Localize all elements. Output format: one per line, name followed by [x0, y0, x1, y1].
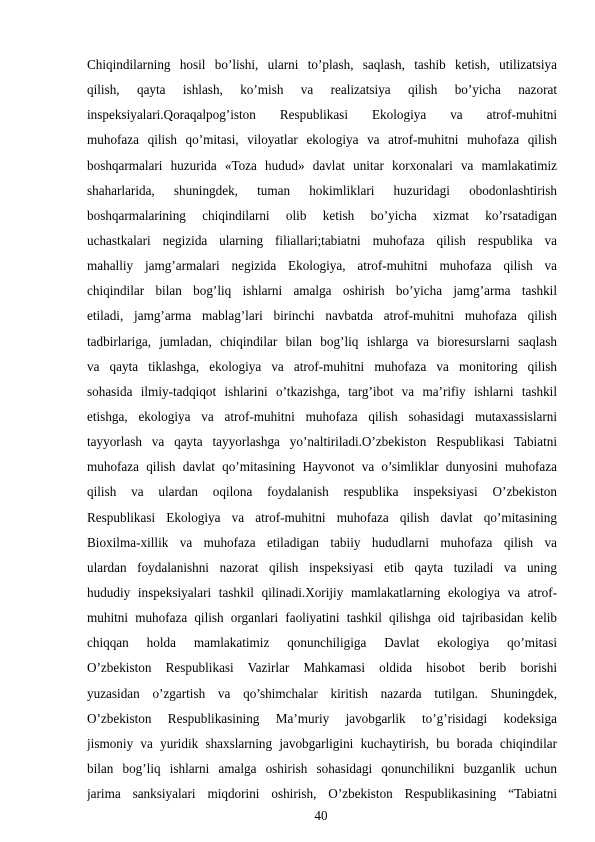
text-line: O’zbekiston Respublikasi Vazirlar Mahkamasi oldida hisobot berib borishi	[87, 660, 557, 676]
text-line: qilish, qayta ishlash, ko’mish va realizatsiya qilish bo’yicha nazorat	[87, 82, 557, 98]
text-line: jismoniy va yuridik shaxslarning javobgarligini kuchaytirish, bu borada chiqindilar	[87, 735, 557, 751]
text-line: sohasida ilmiy-tadqiqot ishlarini o’tkazishga, targ’ibot va ma’rifiy ishlarni tashkil	[87, 383, 557, 399]
text-line: boshqarmalarining chiqindilarni olib ketish bo’yicha xizmat ko’rsatadigan	[87, 207, 557, 223]
page-number: 40	[314, 808, 328, 823]
text-line: hududiy inspeksiyalari tashkil qilinadi.Xorijiy mamlakatlarning ekologiya va atrof-	[87, 584, 557, 600]
text-line: chiqindilar bilan bog’liq ishlarni amalga oshirish bo’yicha jamg’arma tashkil	[87, 283, 557, 299]
text-line: yuzasidan o’zgartish va qo’shimchalar kiritish nazarda tutilgan. Shuningdek,	[87, 685, 557, 701]
text-line: Chiqindilarning hosil bo’lishi, ularni to’plash, saqlash, tashib ketish, utilizatsiya	[87, 57, 557, 72]
text-line: muhofaza qilish qo’mitasi, viloyatlar ekologiya va atrof-muhitni muhofaza qilish	[87, 132, 557, 148]
text-line: O’zbekiston Respublikasining Ma’muriy javobgarlik to’g’risidagi kodeksiga	[87, 710, 557, 726]
text-line: shaharlarida, shuningdek, tuman hokimliklari huzuridagi obodonlashtirish	[87, 182, 557, 198]
text-line: uchastkalari negizida ularning filiallari;tabiatni muhofaza qilish respublika va	[87, 232, 557, 248]
text-line: inspeksiyalari.Qoraqalpog’iston Respublikasi Ekologiya va atrof-muhitni	[87, 107, 557, 123]
text-line: jarima sanksiyalari miqdorini oshirish, O’zbekiston Respublikasining “Tabiatni	[87, 786, 557, 802]
text-line: bilan bog’liq ishlarni amalga oshirish sohasidagi qonunchilikni buzganlik uchun	[87, 760, 557, 776]
text-line: ulardan foydalanishni nazorat qilish inspeksiyasi etib qayta tuziladi va uning	[87, 559, 557, 575]
text-line: va qayta tiklashga, ekologiya va atrof-muhitni muhofaza va monitoring qilish	[87, 358, 557, 374]
text-line: Respublikasi Ekologiya va atrof-muhitni muhofaza qilish davlat qo’mitasining	[87, 509, 557, 525]
text-line: qilish va ulardan oqilona foydalanish respublika inspeksiyasi O’zbekiston	[87, 484, 557, 500]
text-line: boshqarmalari huzurida «Toza hudud» davlat unitar korxonalari va mamlakatimiz	[87, 157, 557, 173]
text-line: chiqqan holda mamlakatimiz qonunchiligiga Davlat ekologiya qo’mitasi	[87, 635, 557, 651]
body-text	[87, 52, 557, 806]
text-line: tadbirlariga, jumladan, chiqindilar bilan bog’liq ishlarga va bioresurslarni saqlash	[87, 333, 557, 349]
text-line: mahalliy jamg’armalari negizida Ekologiya, atrof-muhitni muhofaza qilish va	[87, 258, 557, 274]
text-line: etiladi, jamg’arma mablag’lari birinchi navbatda atrof-muhitni muhofaza qilish	[87, 308, 557, 324]
text-line: etishga, ekologiya va atrof-muhitni muhofaza qilish sohasidagi mutaxassislarni	[87, 408, 557, 424]
text-line: tayyorlash va qayta tayyorlashga yo’naltiriladi.O’zbekiston Respublikasi Tabiatni	[87, 434, 557, 450]
text-line: Bioxilma-xillik va muhofaza etiladigan tabiiy hududlarni muhofaza qilish va	[87, 534, 557, 550]
text-line: muhofaza qilish davlat qo’mitasining Hayvonot va o’simliklar dunyosini muhofaza	[87, 459, 557, 475]
text-line: muhitni muhofaza qilish organlari faoliyatini tashkil qilishga oid tajribasidan kelib	[87, 610, 557, 626]
